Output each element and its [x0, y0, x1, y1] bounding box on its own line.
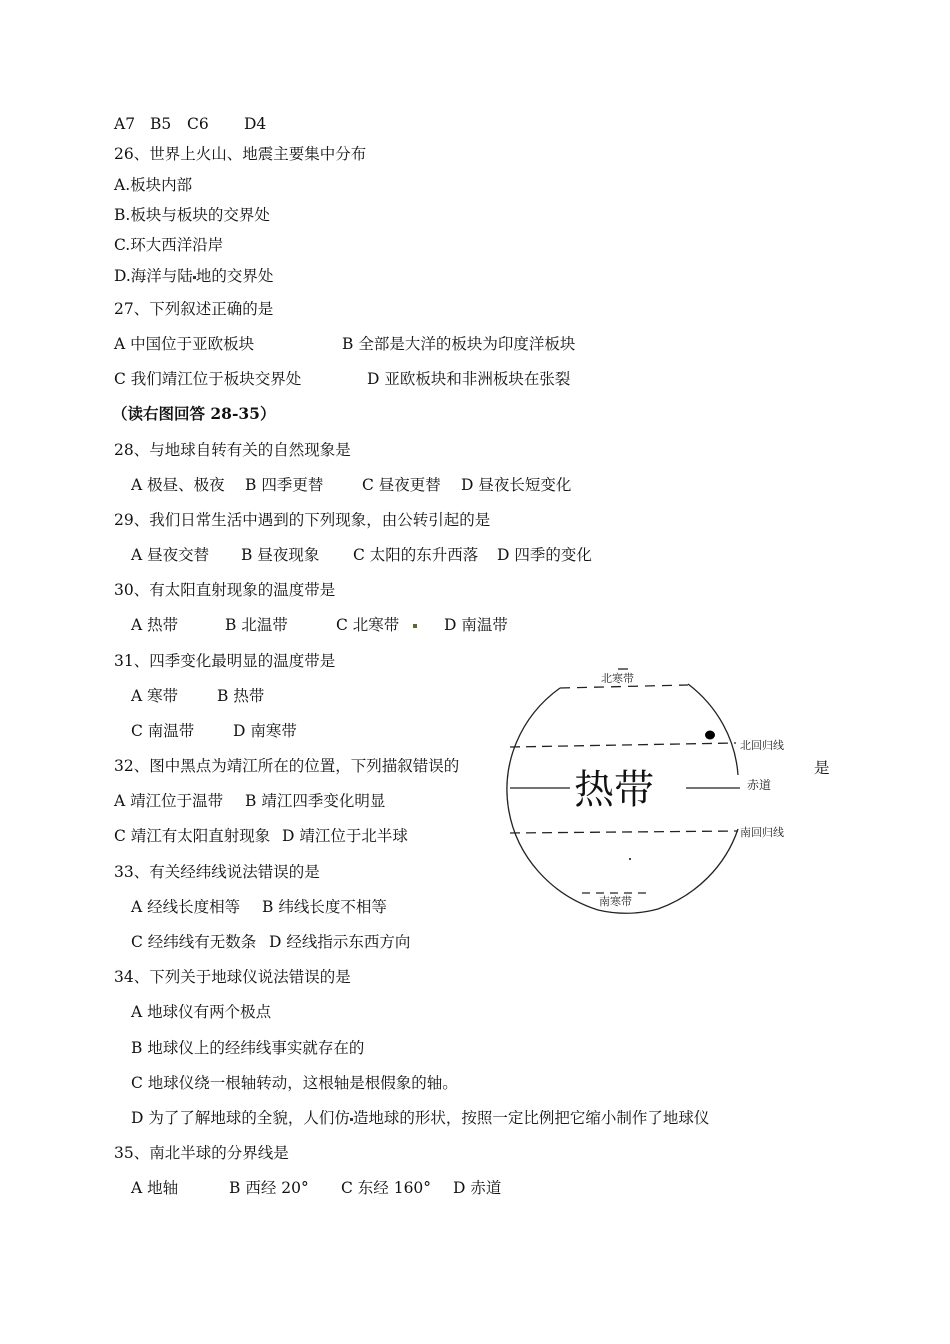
- q33-option-d: D 经线指示东西方向: [269, 933, 411, 951]
- q32-option-c: C 靖江有太阳直射现象: [114, 827, 271, 845]
- q32-stem-tail: 是: [814, 759, 830, 777]
- q25-option-d: D4: [244, 115, 267, 133]
- q30-stem: 30、有太阳直射现象的温度带是: [114, 581, 336, 599]
- q26-option-c: C.环大西洋沿岸: [114, 236, 224, 254]
- q27-option-d: D 亚欧板块和非洲板块在张裂: [367, 370, 571, 388]
- q27-stem: 27、下列叙述正确的是: [114, 300, 274, 318]
- q33-option-c: C 经纬线有无数条: [131, 933, 257, 951]
- q35-option-a: A 地轴: [131, 1179, 179, 1197]
- q29-option-c: C 太阳的东升西落: [353, 546, 479, 564]
- tropic-of-capricorn-line: [510, 831, 738, 833]
- q33-stem: 33、有关经纬线说法错误的是: [114, 863, 320, 881]
- q34-option-d: [131, 1108, 709, 1128]
- q26-option-a: A.板块内部: [114, 176, 193, 194]
- q25-option-b: B5: [150, 115, 172, 133]
- q27-option-a: A 中国位于亚欧板块: [114, 335, 255, 353]
- q26-stem: 26、世界上火山、地震主要集中分布: [114, 145, 367, 163]
- globe-outline-right: [688, 684, 738, 775]
- q27-option-c: C 我们靖江位于板块交界处: [114, 370, 302, 388]
- small-dot-mark: [629, 858, 631, 860]
- label-equator: 赤道: [747, 778, 772, 792]
- globe-outline-bottom: [598, 909, 658, 913]
- q33-option-b: B 纬线长度不相等: [262, 898, 387, 916]
- q34-option-a: A 地球仪有两个极点: [131, 1003, 272, 1021]
- north-arctic-circle: [560, 685, 688, 688]
- q26-option-d-part2: 地的交界处: [195, 267, 274, 285]
- stray-mark: [412, 615, 418, 635]
- q25-option-a: A7: [114, 115, 136, 133]
- q31-option-d: D 南寒带: [233, 722, 297, 740]
- q30-option-d: D 南温带: [444, 616, 508, 634]
- q32-option-d: D 靖江位于北半球: [282, 827, 408, 845]
- q32-stem: 32、图中黑点为靖江所在的位置，下列描叙错误的: [114, 757, 460, 775]
- q30-option-c: C 北寒带: [336, 616, 400, 634]
- q30-option-a: A 热带: [131, 616, 179, 634]
- q31-option-a: A 寒带: [131, 687, 179, 705]
- q35-option-b: B 西经 20°: [229, 1179, 309, 1197]
- q34-option-c: C 地球仪绕一根轴转动，这根轴是根假象的轴。: [131, 1074, 458, 1092]
- jingjiang-location-dot: [705, 731, 715, 740]
- q34-option-d-part1: D 为了了解地球的全貌，人们仿: [131, 1109, 350, 1127]
- q34-option-b: B 地球仪上的经纬线事实就存在的: [131, 1039, 365, 1057]
- globe-outline-right-lower: [658, 829, 738, 909]
- q26-option-d: [114, 266, 273, 286]
- temperature-zones-diagram: [500, 655, 800, 920]
- q34-stem: 34、下列关于地球仪说法错误的是: [114, 968, 351, 986]
- q26-option-d-part1: D.海洋与陆: [114, 267, 193, 285]
- q29-option-a: A 昼夜交替: [131, 546, 210, 564]
- section-instruction: （读右图回答 28-35）: [112, 404, 276, 423]
- q29-stem: 29、我们日常生活中遇到的下列现象，由公转引起的是: [114, 511, 491, 529]
- q33-option-a: A 经线长度相等: [131, 898, 241, 916]
- q28-stem: 28、与地球自转有关的自然现象是: [114, 441, 351, 459]
- label-south-frigid: 南寒带: [599, 895, 632, 908]
- q27-option-b: B 全部是大洋的板块为印度洋板块: [342, 335, 576, 353]
- q32-option-a: A 靖江位于温带: [114, 792, 224, 810]
- tropic-of-cancer-line: [510, 743, 736, 747]
- q35-stem: 35、南北半球的分界线是: [114, 1144, 289, 1162]
- label-tropic-cancer: 北回归线: [740, 739, 784, 752]
- q35-option-c: C 东经 160°: [341, 1179, 432, 1197]
- q28-option-c: C 昼夜更替: [362, 476, 441, 494]
- q34-option-d-part2: 造地球的形状，按照一定比例把它缩小制作了地球仪: [352, 1109, 710, 1127]
- q28-option-d: D 昼夜长短变化: [461, 476, 572, 494]
- label-north-frigid: 北寒带: [601, 672, 634, 685]
- q32-option-b: B 靖江四季变化明显: [245, 792, 386, 810]
- q28-option-a: A 极昼、极夜: [131, 476, 225, 494]
- q31-stem: 31、四季变化最明显的温度带是: [114, 652, 336, 670]
- q28-option-b: B 四季更替: [245, 476, 324, 494]
- label-tropic-capricorn: 南回归线: [740, 826, 784, 839]
- label-tropics: 热带: [574, 767, 654, 813]
- q25-option-c: C6: [187, 115, 209, 133]
- q29-option-b: B 昼夜现象: [241, 546, 320, 564]
- q26-option-b: B.板块与板块的交界处: [114, 206, 270, 224]
- q35-option-d: D 赤道: [453, 1179, 502, 1197]
- q29-option-d: D 四季的变化: [497, 546, 592, 564]
- q30-option-b: B 北温带: [225, 616, 288, 634]
- q31-option-c: C 南温带: [131, 722, 195, 740]
- q31-option-b: B 热带: [217, 687, 265, 705]
